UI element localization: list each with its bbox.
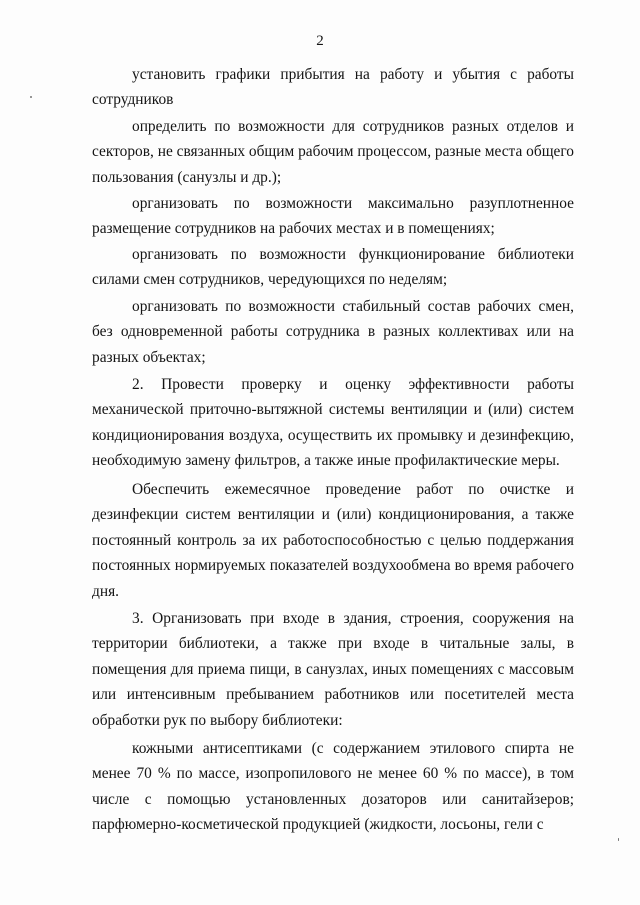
paragraph-hand-sanitizing: 3. Организовать при входе в здания, строения, сооружения на территории библиотеки, а также при входе в читальные залы, в помещения для приема пищи, в санузлах, иных помещениях с массовым или интенсивным пребыванием работников или посетителей места обработки рук по выбору библиотеки: xyxy=(92,610,574,729)
paragraph-common-areas: определить по возможности для сотрудников разных отделов и секторов, не связанных общим рабочим процессом, разные места общего пользования (санузлы и др.); xyxy=(92,118,574,186)
paragraph-monthly-cleaning: Обеспечить ежемесячное проведение работ по очистке и дезинфекции систем вентиляции и (или) кондиционирования, а также постоянный контроль за их работоспособностью с целью поддержания постоянных нормируемых показателей воздухообмена во время рабочего дня. xyxy=(92,481,574,600)
page-number: 2 xyxy=(316,33,324,49)
scan-speck xyxy=(30,96,32,98)
paragraph-antiseptics: кожными антисептиками (с содержанием этилового спирта не менее 70 % по массе, изопропилового не менее 60 % по массе), в том числе с помощью установленных дозаторов или санитайзеров; парфюмерно-косметической продукцией (жидкости, лосьоны, гели с xyxy=(92,740,574,834)
paragraph-arrival-schedule: установить графики прибытия на работу и убытия с работы сотрудников xyxy=(92,66,574,109)
paragraph-workplace-spacing: организовать по возможности максимально разуплотненное размещение сотрудников на рабочих местах и в помещениях; xyxy=(92,195,574,238)
paragraph-stable-shifts: организовать по возможности стабильный состав рабочих смен, без одновременной работы сотрудника в разных коллективах или на разных объектах; xyxy=(92,298,574,366)
paragraph-ventilation-check: 2. Провести проверку и оценку эффективности работы механической приточно-вытяжной системы вентиляции и (или) систем кондиционирования воздуха, осуществить их промывку и дезинфекцию, необходимую замену фильтров, а также иные профилактические меры. xyxy=(92,376,574,470)
paragraph-weekly-shifts: организовать по возможности функционирование библиотеки силами смен сотрудников, чередующихся по неделям; xyxy=(92,246,574,289)
scan-speck xyxy=(618,838,619,841)
